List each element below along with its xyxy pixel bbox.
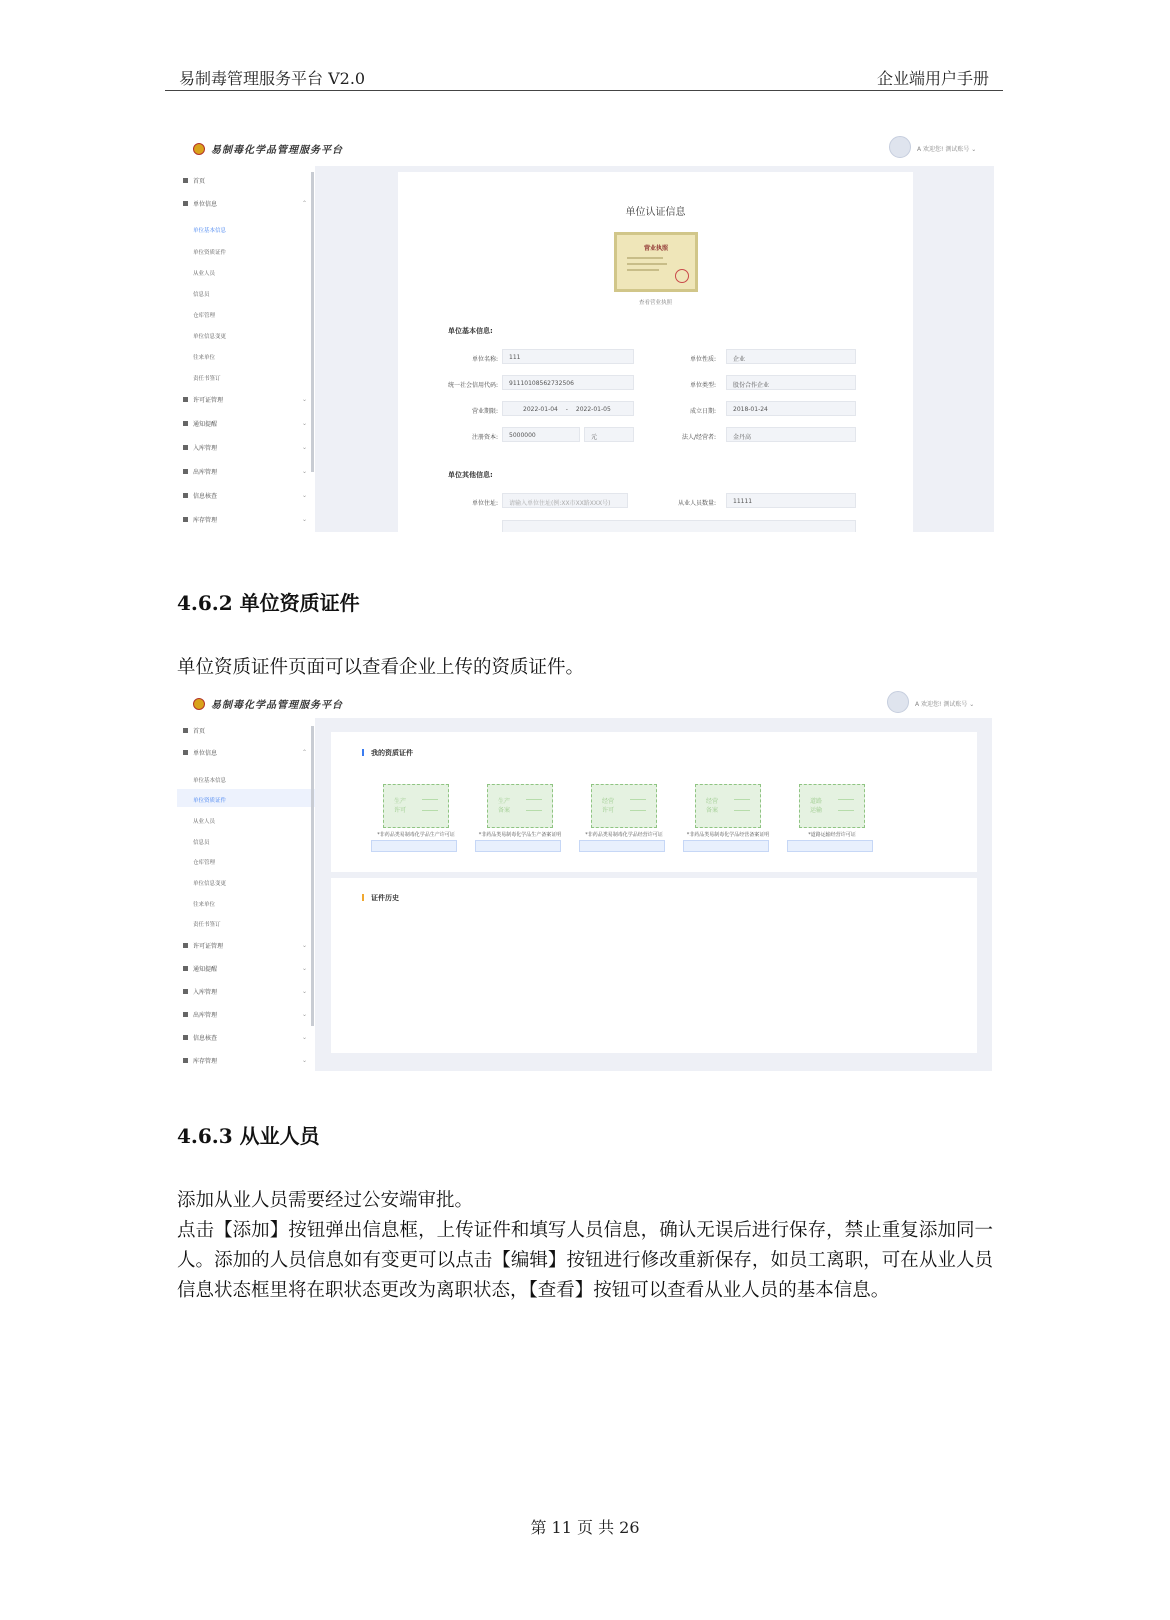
section-heading-4-6-2: 4.6.2 单位资质证件 xyxy=(177,591,360,615)
page-header xyxy=(165,62,1003,91)
sidebar-item-notice[interactable]: 通知提醒 ⌄ xyxy=(183,964,307,973)
logo-icon xyxy=(193,143,205,155)
label-registered-capital: 注册资本: xyxy=(471,434,498,441)
cert-production-record[interactable]: 生产 备案 xyxy=(487,784,553,828)
sidebar-sub-informant[interactable]: 信息员 xyxy=(193,840,210,846)
label-credit-code: 统一社会信用代码: xyxy=(447,382,498,389)
sidebar-sub-info-change[interactable]: 单位信息变更 xyxy=(193,334,227,340)
sidebar-item-notice[interactable]: 通知提醒 ⌄ xyxy=(183,419,307,428)
chevron-down-icon: ⌄ xyxy=(301,468,307,475)
label-unit-nature: 单位性质: xyxy=(689,356,716,363)
app-brand-name: 易制毒化学品管理服务平台 xyxy=(211,700,343,711)
label-address: 单位住址: xyxy=(471,500,498,507)
section-heading-4-6-3: 4.6.3 从业人员 xyxy=(177,1124,320,1148)
sidebar-sub-staff[interactable]: 从业人员 xyxy=(193,271,216,277)
chevron-down-icon: ⌄ xyxy=(301,965,307,972)
seal-icon xyxy=(675,269,689,283)
avatar[interactable] xyxy=(887,691,909,713)
chevron-down-icon: ⌄ xyxy=(301,988,307,995)
sidebar-sub-responsibility[interactable]: 责任书签订 xyxy=(193,922,221,928)
field-credit-code[interactable]: 91110108562732506 xyxy=(502,375,634,390)
field-business-term[interactable]: 2022-01-04 - 2022-01-05 xyxy=(502,401,634,416)
sidebar-item-check[interactable]: 信息核查 ⌄ xyxy=(183,1033,307,1042)
chevron-down-icon: ⌄ xyxy=(301,396,307,403)
chevron-down-icon: ⌄ xyxy=(301,942,307,949)
sidebar-item-inbound[interactable]: 入库管理 ⌄ xyxy=(183,443,307,452)
chevron-down-icon: ⌄ xyxy=(301,1057,307,1064)
stock-icon xyxy=(183,1058,188,1063)
chevron-down-icon: ⌄ xyxy=(301,516,307,523)
check-icon xyxy=(183,493,188,498)
cert-caption: *非药品类易制毒化学品生产许可证 xyxy=(377,832,455,838)
upload-button[interactable] xyxy=(683,840,769,852)
field-established[interactable]: 2018-01-24 xyxy=(726,401,856,416)
sidebar-item-check[interactable]: 信息核查 ⌄ xyxy=(183,491,307,500)
sidebar-item-home[interactable]: 首页 xyxy=(183,176,307,185)
stock-icon xyxy=(183,517,188,522)
sidebar-sub-warehouse[interactable]: 仓库管理 xyxy=(193,313,216,319)
cert-caption: *非药品类易制毒化学品经营许可证 xyxy=(585,832,663,838)
label-staff-count: 从业人员数量: xyxy=(677,500,716,507)
term-end: 2022-01-05 xyxy=(575,406,611,413)
sidebar-item-license[interactable]: 许可证管理 ⌄ xyxy=(183,395,307,404)
sidebar-item-stock[interactable]: 库存管理 ⌄ xyxy=(183,1056,307,1065)
user-menu[interactable]: A 欢迎您! 测试账号 ⌄ xyxy=(915,701,975,708)
outbound-icon xyxy=(183,1012,188,1017)
app-brand xyxy=(193,696,343,711)
field-unit-type[interactable]: 股份合作企业 xyxy=(726,375,856,390)
section-marker-icon xyxy=(362,749,364,756)
term-start: 2022-01-04 xyxy=(523,406,558,413)
sidebar-sub-informant[interactable]: 信息员 xyxy=(193,292,210,298)
app-brand xyxy=(193,141,343,156)
label-unit-type: 单位类型: xyxy=(689,382,716,389)
other-info-section: 单位其他信息: xyxy=(448,471,493,479)
home-icon xyxy=(183,728,188,733)
label-legal-person: 法人/经营者: xyxy=(681,434,716,441)
sidebar-sub-qualification[interactable]: 单位资质证件 xyxy=(193,798,227,804)
upload-button[interactable] xyxy=(579,840,665,852)
sidebar-sub-info-change[interactable]: 单位信息变更 xyxy=(193,881,227,887)
sidebar xyxy=(177,720,319,1071)
field-capital-unit[interactable]: 元 xyxy=(584,427,634,442)
building-icon xyxy=(183,201,188,206)
sidebar-sub-responsibility[interactable]: 责任书签订 xyxy=(193,376,221,382)
sidebar-sub-warehouse[interactable]: 仓库管理 xyxy=(193,860,216,866)
home-icon xyxy=(183,178,188,183)
section-4-6-2-paragraph: 单位资质证件页面可以查看企业上传的资质证件。 xyxy=(177,657,585,678)
sidebar-sub-basic-info[interactable]: 单位基本信息 xyxy=(193,228,227,234)
basic-info-section: 单位基本信息: xyxy=(448,327,493,335)
cert-business-record[interactable]: 经营 备案 xyxy=(695,784,761,828)
cert-production-license[interactable]: 生产 许可 xyxy=(383,784,449,828)
upload-button[interactable] xyxy=(475,840,561,852)
cert-caption: *非药品类易制毒化学品经营备案证明 xyxy=(686,832,770,838)
certification-card xyxy=(398,172,913,532)
sidebar-sub-staff[interactable]: 从业人员 xyxy=(193,819,216,825)
sidebar-sub-basic-info[interactable]: 单位基本信息 xyxy=(193,778,227,784)
sidebar-sub-qualification[interactable]: 单位资质证件 xyxy=(193,250,227,256)
check-icon xyxy=(183,1035,188,1040)
sidebar-scrollbar[interactable] xyxy=(311,172,314,472)
header-manual-name: 企业端用户手册 xyxy=(876,69,989,88)
screenshot-qualification-certificates xyxy=(177,686,994,1071)
cert-caption: *非药品类易制毒化学品生产备案证明 xyxy=(478,832,562,838)
header-title: 易制毒管理服务平台 V2.0 xyxy=(179,69,366,88)
label-established: 成立日期: xyxy=(689,408,716,415)
label-unit-name: 单位名称: xyxy=(471,356,498,363)
screenshot-unit-certification xyxy=(177,128,994,532)
upload-button[interactable] xyxy=(787,840,873,852)
cert-road-transport[interactable]: 道路 运输 xyxy=(799,784,865,828)
field-address[interactable]: 请输入单位住址(例:XX市XX路XXX号) xyxy=(502,493,628,508)
field-legal-person[interactable]: 金丹高 xyxy=(726,427,856,442)
sidebar-item-stock[interactable]: 库存管理 ⌄ xyxy=(183,515,307,524)
sidebar-item-license[interactable]: 许可证管理 ⌄ xyxy=(183,941,307,950)
cert-business-license[interactable]: 经营 许可 xyxy=(591,784,657,828)
sidebar-sub-partners[interactable]: 往来单位 xyxy=(193,902,216,908)
certificate-history-card xyxy=(331,878,977,1053)
sidebar-sub-partners[interactable]: 往来单位 xyxy=(193,355,216,361)
section-4-6-3-paragraph-1: 添加从业人员需要经过公安端审批。 xyxy=(177,1190,474,1211)
cert-caption: *道路运输经营许可证 xyxy=(808,832,856,838)
label-business-term: 营业期限: xyxy=(471,408,498,415)
bell-icon xyxy=(183,421,188,426)
certificate-history-title: 证件历史 xyxy=(371,894,399,902)
chevron-down-icon: ⌄ xyxy=(301,444,307,451)
sidebar-item-outbound[interactable]: 出库管理 ⌄ xyxy=(183,1010,307,1019)
sidebar xyxy=(177,168,319,532)
card-title: 单位认证信息 xyxy=(625,207,686,218)
sidebar-item-unit-info[interactable]: 单位信息 ⌃ xyxy=(183,748,307,757)
sidebar-item-home[interactable]: 首页 xyxy=(183,726,307,735)
field-unit-nature[interactable]: 企业 xyxy=(726,349,856,364)
my-certificates-title: 我的资质证件 xyxy=(371,749,413,757)
license-image[interactable] xyxy=(614,232,698,292)
license-icon xyxy=(183,397,188,402)
chevron-down-icon: ⌄ xyxy=(301,1034,307,1041)
avatar[interactable] xyxy=(889,136,911,158)
chevron-up-icon: ⌃ xyxy=(301,200,307,207)
logo-icon xyxy=(193,698,205,710)
inbound-icon xyxy=(183,989,188,994)
chevron-down-icon: ⌄ xyxy=(301,492,307,499)
section-4-6-3-paragraph-2: 点击【添加】按钮弹出信息框，上传证件和填写人员信息，确认无误后进行保存，禁止重复添加同一人。添加的人员信息如有变更可以点击【编辑】按钮进行修改重新保存，如员工离职，可在从业人员信息状态框里将在职状态更改为离职状态，【查看】按钮可以查看从业人员的基本信息。 xyxy=(177,1220,993,1301)
field-next-row[interactable] xyxy=(502,520,856,532)
field-unit-name[interactable]: 111 xyxy=(502,349,634,364)
bell-icon xyxy=(183,966,188,971)
page-footer: 第 11 页 共 26 xyxy=(530,1518,640,1537)
upload-button[interactable] xyxy=(371,840,457,852)
chevron-down-icon: ⌄ xyxy=(301,420,307,427)
field-registered-capital[interactable]: 5000000 xyxy=(502,427,580,442)
my-certificates-card xyxy=(331,732,977,872)
sidebar-item-inbound[interactable]: 入库管理 ⌄ xyxy=(183,987,307,996)
field-staff-count[interactable]: 11111 xyxy=(726,493,856,508)
license-icon xyxy=(183,943,188,948)
section-marker-icon xyxy=(362,894,364,901)
license-caption[interactable]: 查看营业执照 xyxy=(638,300,672,306)
sidebar-scrollbar[interactable] xyxy=(311,726,314,1026)
sidebar-item-unit-info[interactable]: 单位信息 ⌃ xyxy=(183,199,307,208)
user-menu[interactable]: A 欢迎您! 测试账号 ⌄ xyxy=(917,146,977,153)
license-image-text: 营业执照 xyxy=(643,245,668,252)
chevron-down-icon: ⌄ xyxy=(301,1011,307,1018)
building-icon xyxy=(183,750,188,755)
sidebar-item-outbound[interactable]: 出库管理 ⌄ xyxy=(183,467,307,476)
app-brand-name: 易制毒化学品管理服务平台 xyxy=(211,145,343,156)
chevron-up-icon: ⌃ xyxy=(301,749,307,756)
inbound-icon xyxy=(183,445,188,450)
outbound-icon xyxy=(183,469,188,474)
